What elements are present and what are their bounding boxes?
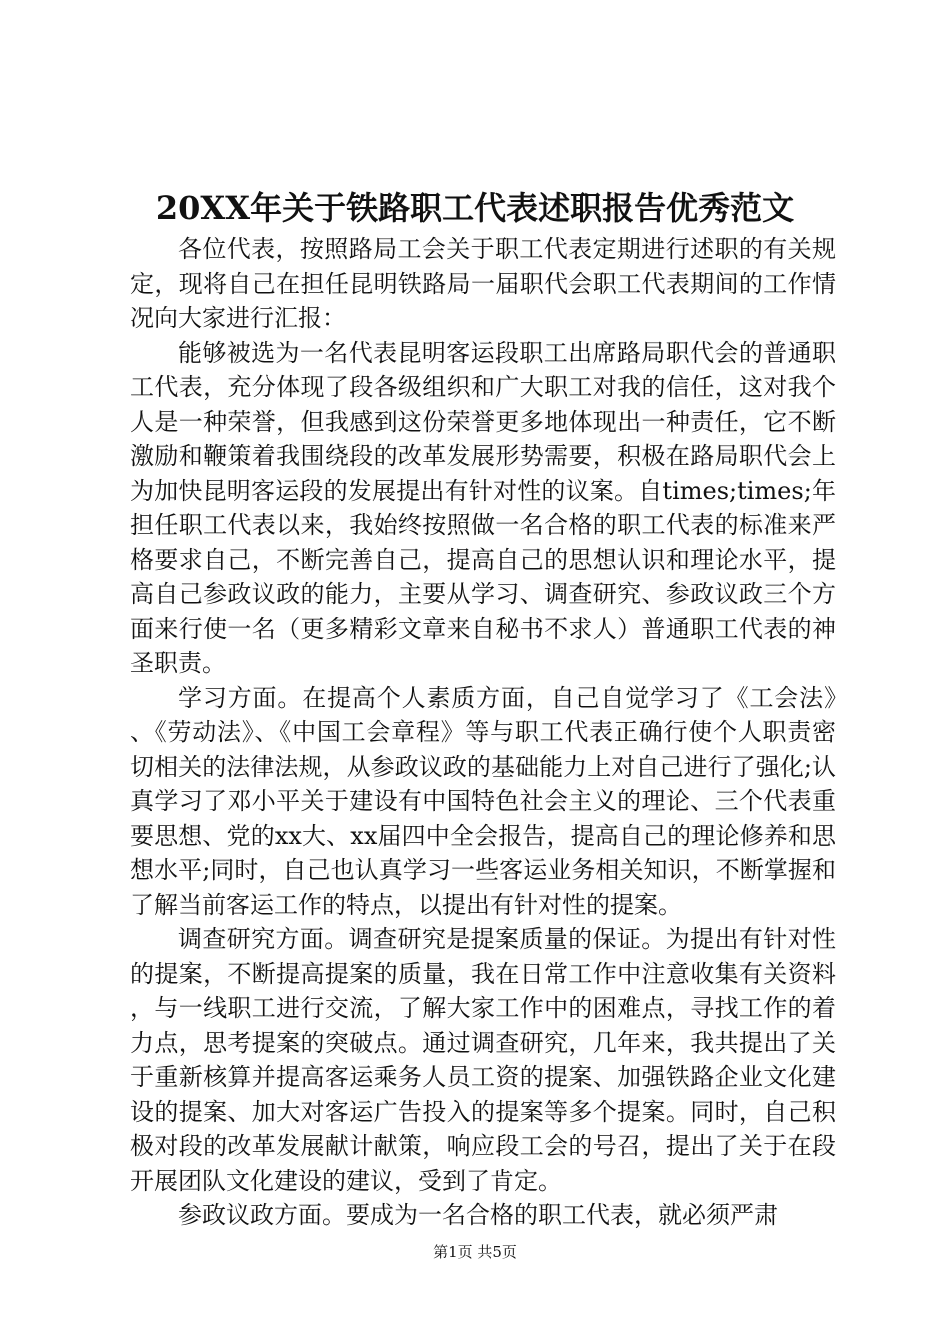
document-body <box>130 232 836 1233</box>
paragraph-introduction: 能够被选为一名代表昆明客运段职工出席路局职代会的普通职工代表，充分体现了段各级组织和广大职工对我的信任，这对我个人是一种荣誉，但我感到这份荣誉更多地体现出一种责任，它不断激励和鞭策着我围绕段的改革发展形势需要，积极在路局职代会上为加快昆明客运段的发展提出有针对性的议案。自times;times;年担任职工代表以来，我始终按照做一名合格的职工代表的标准来严格要求自己，不断完善自己，提高自己的思想认识和理论水平，提高自己参政议政的能力，主要从学习、调查研究、参政议政三个方面来行使一名（更多精彩文章来自秘书不求人）普通职工代表的神圣职责。 <box>130 338 836 677</box>
page-footer: 第1页 共5页 <box>433 1243 517 1261</box>
paragraph-research: 调查研究方面。调查研究是提案质量的保证。为提出有针对性的提案，不断提高提案的质量，我在日常工作中注意收集有关资料，与一线职工进行交流，了解大家工作中的困难点，寻找工作的着力点，思考提案的突破点。通过调查研究，几年来，我共提出了关于重新核算并提高客运乘务人员工资的提案、加强铁路企业文化建设的提案、加大对客运广告投入的提案等多个提案。同时，自己积极对段的改革发展献计献策，响应段工会的号召，提出了关于在段开展团队文化建设的建议，受到了肯定。 <box>130 925 836 1195</box>
paragraph-study: 学习方面。在提高个人素质方面，自己自觉学习了《工会法》、《劳动法》、《中国工会章程》等与职工代表正确行使个人职责密切相关的法律法规，从参政议政的基础能力上对自己进行了强化;认真学习了邓小平关于建设有中国特色社会主义的理论、三个代表重要思想、党的xx大、xx届四中全会报告，提高自己的理论修养和思想水平;同时，自己也认真学习一些客运业务相关知识，不断掌握和了解当前客运工作的特点，以提出有针对性的提案。 <box>130 683 836 919</box>
paragraph-participation: 参政议政方面。要成为一名合格的职工代表，就必须严肃 <box>178 1201 778 1229</box>
paragraph-greeting: 各位代表，按照路局工会关于职工代表定期进行述职的有关规定，现将自己在担任昆明铁路局一届职代会职工代表期间的工作情况向大家进行汇报： <box>130 235 836 332</box>
document-title: 20XX年关于铁路职工代表述职报告优秀范文 <box>155 189 795 227</box>
